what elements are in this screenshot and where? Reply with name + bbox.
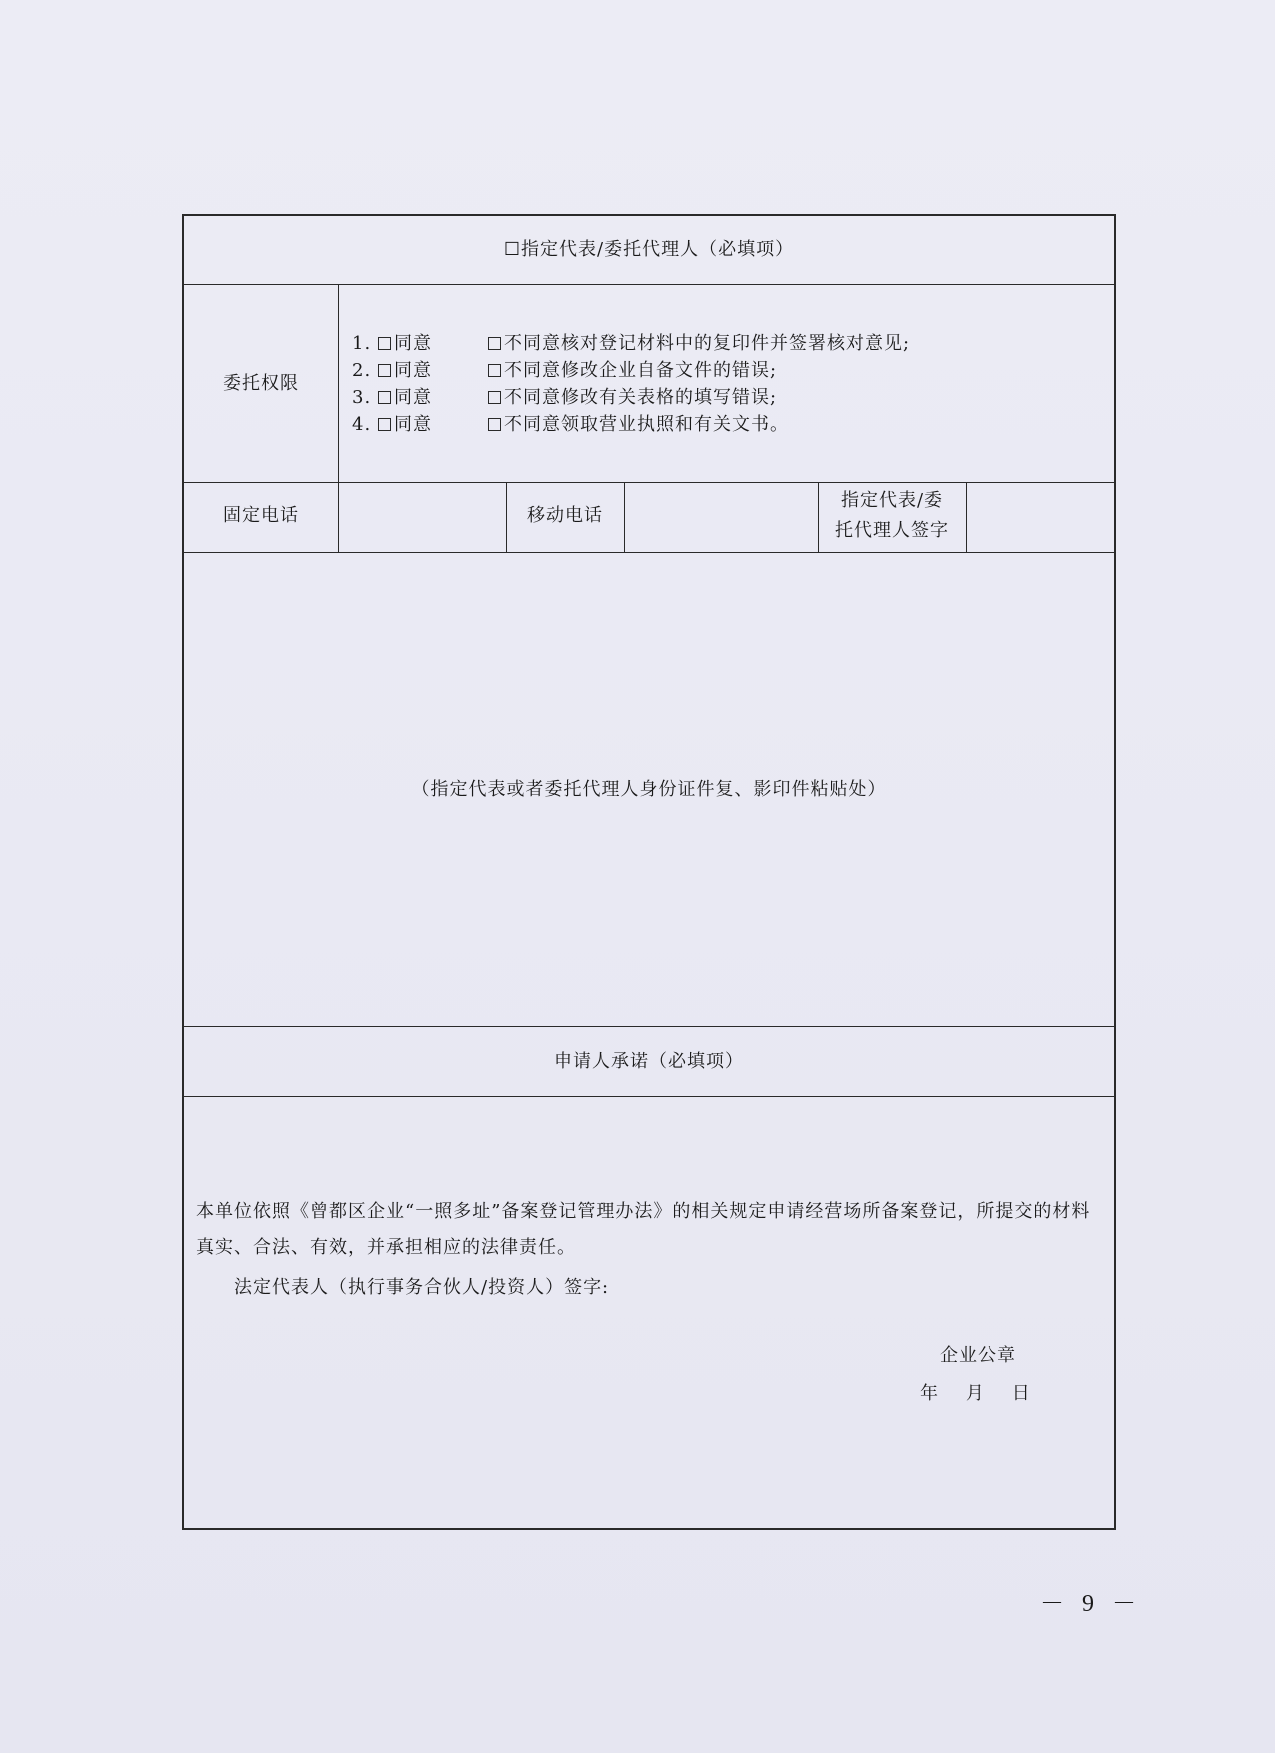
row-divider bbox=[184, 1096, 1114, 1097]
agree-checkbox[interactable] bbox=[378, 391, 391, 404]
disagree-checkbox[interactable] bbox=[488, 337, 501, 350]
fixed-phone-label: 固定电话 bbox=[223, 505, 299, 526]
permission-list bbox=[352, 330, 910, 438]
column-divider bbox=[338, 284, 339, 552]
permission-item: 2. 同意 不同意修改企业自备文件的错误; bbox=[352, 360, 778, 381]
row-divider bbox=[184, 1026, 1114, 1027]
date-label: 年 月 日 bbox=[920, 1383, 1031, 1404]
agree-checkbox[interactable] bbox=[378, 364, 391, 377]
row-divider bbox=[184, 482, 1114, 483]
pledge-block bbox=[196, 1194, 1106, 1306]
disagree-checkbox[interactable] bbox=[488, 391, 501, 404]
company-seal-label: 企业公章 bbox=[940, 1345, 1016, 1366]
id-paste-area-text: （指定代表或者委托代理人身份证件复、影印件粘贴处） bbox=[411, 779, 887, 800]
column-divider bbox=[966, 482, 967, 552]
row-divider bbox=[184, 552, 1114, 553]
signature-label: 指定代表/委 托代理人签字 bbox=[835, 490, 949, 541]
column-divider bbox=[624, 482, 625, 552]
disagree-checkbox[interactable] bbox=[488, 418, 501, 431]
pledge-text: 本单位依照《曾都区企业“一照多址”备案登记管理办法》的相关规定申请经营场所备案登记，所提交的材料真实、合法、有效，并承担相应的法律责任。 bbox=[196, 1201, 1091, 1258]
page-number: － 9 － bbox=[1040, 1591, 1142, 1617]
section-title-agent: ☐指定代表/委托代理人（必填项） bbox=[503, 239, 795, 260]
permission-label: 委托权限 bbox=[223, 373, 299, 394]
row-divider bbox=[184, 284, 1114, 285]
mobile-phone-label: 移动电话 bbox=[527, 505, 603, 526]
agree-checkbox[interactable] bbox=[378, 418, 391, 431]
registration-form-table bbox=[182, 214, 1116, 1530]
permission-item: 3. 同意 不同意修改有关表格的填写错误; bbox=[352, 387, 778, 408]
agree-checkbox[interactable] bbox=[378, 337, 391, 350]
permission-item: 1. 同意 不同意核对登记材料中的复印件并签署核对意见; bbox=[352, 333, 911, 354]
disagree-checkbox[interactable] bbox=[488, 364, 501, 377]
section-title-pledge: 申请人承诺（必填项） bbox=[554, 1051, 744, 1072]
legal-rep-signature-line: 法定代表人（执行事务合伙人/投资人）签字: bbox=[234, 1277, 610, 1298]
permission-item: 4. 同意 不同意领取营业执照和有关文书。 bbox=[352, 414, 789, 435]
